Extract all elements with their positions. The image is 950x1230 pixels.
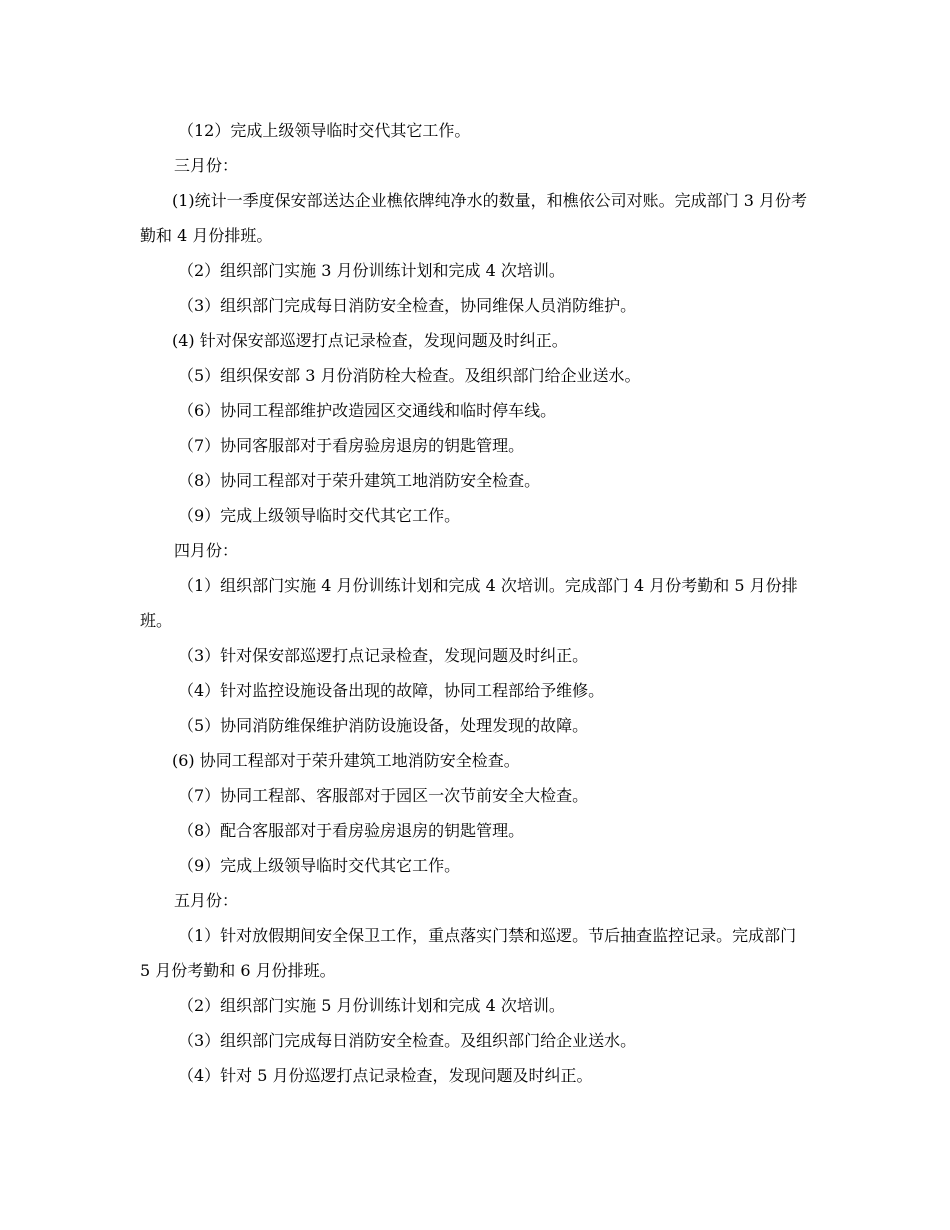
month-heading: 三月份： (174, 156, 239, 175)
paragraph-item: （3）针对保安部巡逻打点记录检查，发现问题及时纠正。 (178, 646, 589, 665)
paragraph-item: （8）协同工程部对于荣升建筑工地消防安全检查。 (178, 471, 541, 490)
month-heading: 五月份： (174, 891, 239, 910)
paragraph-item: (4) 针对保安部巡逻打点记录检查，发现问题及时纠正。 (172, 331, 568, 350)
paragraph-item: （5）组织保安部 3 月份消防栓大检查。及组织部门给企业送水。 (178, 366, 641, 385)
month-heading: 四月份： (174, 541, 239, 560)
paragraph-item: （9）完成上级领导临时交代其它工作。 (178, 856, 461, 875)
paragraph-item: （2）组织部门实施 5 月份训练计划和完成 4 次培训。 (178, 996, 565, 1015)
paragraph-item: （3）组织部门完成每日消防安全检查。及组织部门给企业送水。 (178, 1031, 637, 1050)
paragraph-item: （9）完成上级领导临时交代其它工作。 (178, 506, 461, 525)
paragraph-item: （12）完成上级领导临时交代其它工作。 (178, 121, 471, 140)
paragraph-item: (1)统计一季度保安部送达企业樵依牌纯净水的数量，和樵依公司对账。完成部门 3 月份考勤和 4 月份排班。 (140, 191, 808, 245)
paragraph-item: （6）协同工程部维护改造园区交通线和临时停车线。 (178, 401, 557, 420)
paragraph-item: （3）组织部门完成每日消防安全检查，协同维保人员消防维护。 (178, 296, 637, 315)
paragraph-item: （5）协同消防维保维护消防设施设备，处理发现的故障。 (178, 716, 589, 735)
paragraph-item: （7）协同客服部对于看房验房退房的钥匙管理。 (178, 436, 525, 455)
document-body (140, 113, 810, 1093)
paragraph-item: （4）针对 5 月份巡逻打点记录检查，发现问题及时纠正。 (178, 1066, 593, 1085)
paragraph-item: （4）针对监控设施设备出现的故障，协同工程部给予维修。 (178, 681, 605, 700)
paragraph-item: （2）组织部门实施 3 月份训练计划和完成 4 次培训。 (178, 261, 565, 280)
paragraph-item: （7）协同工程部、客服部对于园区一次节前安全大检查。 (178, 786, 589, 805)
paragraph-item: (6) 协同工程部对于荣升建筑工地消防安全检查。 (172, 751, 520, 770)
paragraph-item: （8）配合客服部对于看房验房退房的钥匙管理。 (178, 821, 525, 840)
paragraph-item: （1）组织部门实施 4 月份训练计划和完成 4 次培训。完成部门 4 月份考勤和 5 月份排班。 (140, 576, 798, 630)
paragraph-item: （1）针对放假期间安全保卫工作，重点落实门禁和巡逻。节后抽查监控记录。完成部门 5 月份考勤和 6 月份排班。 (140, 926, 797, 980)
